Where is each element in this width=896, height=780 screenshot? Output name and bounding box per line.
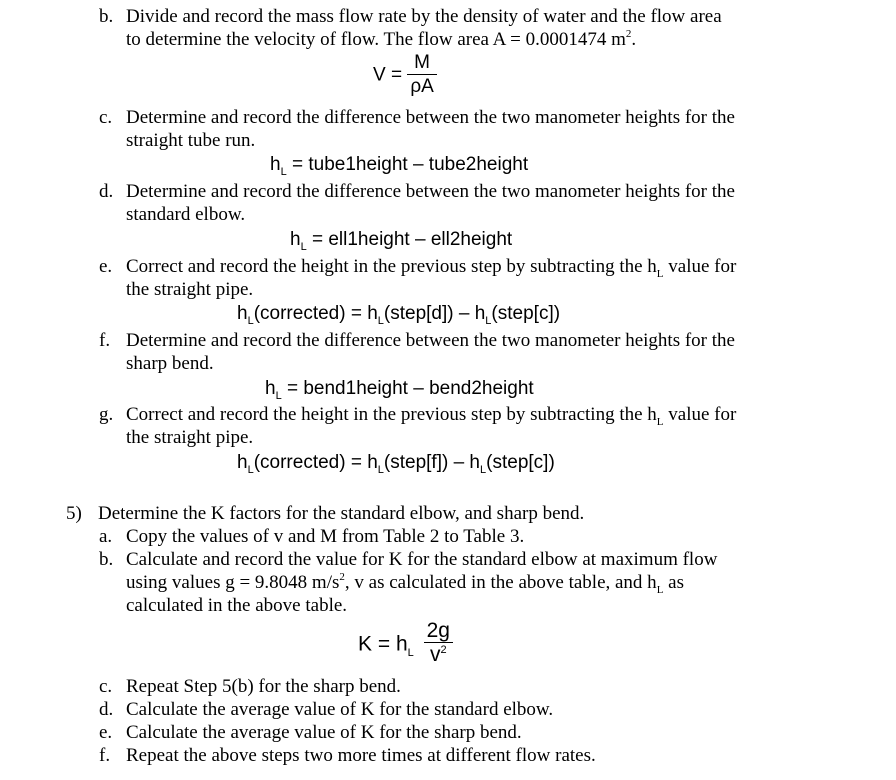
text-4c-line1: Determine and record the difference between the two manometer heights for the (126, 107, 735, 128)
equation-velocity: V = $\frac{M}{\rho A}$ (373, 52, 437, 99)
item-label-4d: d. (99, 181, 114, 202)
item-label-5d: d. (99, 699, 114, 720)
step-label-5: 5) (66, 503, 82, 524)
text-5b-line3: calculated in the above table. (126, 595, 348, 616)
item-label-5e: e. (99, 722, 113, 743)
text-4e-line2: the straight pipe. (126, 279, 254, 300)
equation-hl-tube: $h_L$ = tube1height – tube2height (270, 154, 529, 178)
text-4g-line2: the straight pipe. (126, 427, 254, 448)
text-4b-line1: Divide and record the mass flow rate by the density of water and the flow area (126, 6, 722, 27)
equation-hl-corrected-bend: $h_L(corrected)$ = $h_L(step[f])$ – $h_L(step[c])$ (237, 452, 555, 476)
text-5a: Copy the values of v and M from Table 2 to Table 3. (126, 526, 525, 547)
equation-k-factor: $K = h_L$ $\frac{2g}{v^2}$ (358, 620, 453, 670)
text-5b-line2: using values g = 9.8048 $m/s^2$, v as calculated in the above table, and $h_L$ as (126, 571, 684, 596)
item-label-5a: a. (99, 526, 113, 547)
equation-hl-bend: $h_L$ = bend1height – bend2height (265, 378, 534, 402)
item-label-5c: c. (99, 676, 113, 697)
text-4f-line2: sharp bend. (126, 353, 214, 374)
text-4d-line2: standard elbow. (126, 204, 246, 225)
item-label-4f: f. (99, 330, 111, 351)
text-5f: Repeat the above steps two more times at different flow rates. (126, 745, 596, 766)
item-label-5b: b. (99, 549, 114, 570)
equation-hl-elbow: $h_L$ = ell1height – ell2height (290, 229, 513, 253)
text-4g-line1: Correct and record the height in the previous step by subtracting the $h_L$ value for (126, 404, 737, 428)
item-label-5f: f. (99, 745, 111, 766)
text-5b-line1: Calculate and record the value for K for the standard elbow at maximum flow (126, 549, 718, 570)
item-label-4c: c. (99, 107, 113, 128)
equation-hl-corrected-elbow: $h_L(corrected)$ = $h_L(step[d])$ – $h_L(step[c])$ (237, 303, 561, 327)
text-4b-line2: to determine the velocity of flow. The flow area A = 0.0001474 $m^2$. (126, 28, 637, 50)
item-label-4e: e. (99, 256, 113, 277)
item-label-4b: b. (99, 6, 114, 27)
text-5d: Calculate the average value of K for the standard elbow. (126, 699, 554, 720)
text-4e-line1: Correct and record the height in the previous step by subtracting the $h_L$ value for (126, 256, 737, 280)
step-5-title: Determine the K factors for the standard elbow, and sharp bend. (98, 503, 585, 524)
text-5c: Repeat Step 5(b) for the sharp bend. (126, 676, 401, 697)
text-4f-line1: Determine and record the difference between the two manometer heights for the (126, 330, 735, 351)
text-5e: Calculate the average value of K for the sharp bend. (126, 722, 522, 743)
text-4c-line2: straight tube run. (126, 130, 256, 151)
item-label-4g: g. (99, 404, 114, 425)
text-4d-line1: Determine and record the difference between the two manometer heights for the (126, 181, 735, 202)
